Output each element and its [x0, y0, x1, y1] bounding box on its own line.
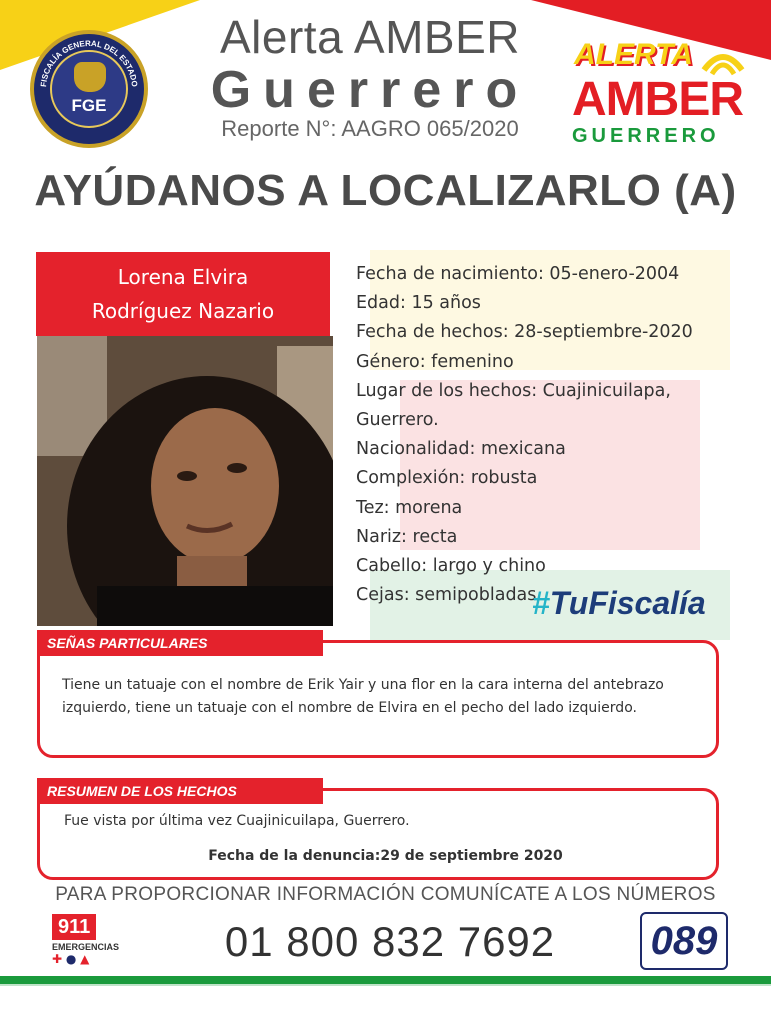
detail-gender: Género: femenino [356, 351, 514, 372]
amber-logo-alerta: ALERTA [574, 38, 693, 71]
badge-089 [640, 912, 728, 970]
fecha-denuncia-label: Fecha de la denuncia: [208, 848, 381, 864]
seal-top-text: FISCALÍA GENERAL DEL ESTADO [39, 38, 140, 88]
phone-number[interactable]: 01 800 832 7692 [224, 918, 556, 965]
alert-title: Alerta AMBER [220, 11, 520, 63]
shield-icon [74, 62, 106, 92]
fge-seal-logo [30, 30, 148, 148]
amber-logo-amber: AMBER [572, 73, 743, 126]
detail-birthdate: Fecha de nacimiento: 05-enero-2004 [356, 264, 680, 284]
seal-emblem [50, 50, 128, 128]
senas-line-2: izquierdo, tiene un tatuaje con el nombre de Elvira en el pecho del lado izquierdo. [62, 700, 637, 716]
senas-text [62, 674, 712, 720]
contact-cta: PARA PROPORCIONAR INFORMACIÓN COMUNÍCATE A LOS NÚMEROS [55, 884, 716, 905]
sun-icon [700, 40, 746, 76]
bottom-bar-accent [0, 984, 771, 986]
person-photo [37, 336, 333, 626]
detail-hair: Cabello: largo y chino [356, 556, 546, 577]
detail-event-date: Fecha de hechos: 28-septiembre-2020 [356, 322, 693, 343]
detail-nose: Nariz: recta [356, 526, 458, 547]
seal-center-text: FGE [71, 96, 107, 115]
fecha-denuncia-value: 29 de septiembre 2020 [380, 848, 563, 864]
report-number: Reporte N°: AAGRO 065/2020 [221, 116, 519, 141]
hashtag-symbol: # [532, 585, 550, 621]
emergency-icons: ✚ ● ▲ [52, 952, 90, 966]
bottom-bar [0, 976, 771, 984]
badge-911-number: 911 [52, 914, 96, 940]
fecha-denuncia [0, 845, 771, 868]
person-photo-illustration [37, 336, 333, 626]
resumen-text: Fue vista por última vez Cuajinicuilapa, Guerrero. [64, 813, 410, 829]
hashtag-text: TuFiscalía [549, 585, 706, 621]
amber-logo-guerrero: GUERRERO [572, 125, 720, 147]
detail-age: Edad: 15 años [356, 293, 481, 314]
resumen-label: RESUMEN DE LOS HECHOS [37, 778, 323, 804]
detail-place: Lugar de los hechos: Cuajinicuilapa, [356, 380, 671, 401]
detail-skin: Tez: morena [356, 497, 463, 518]
badge-911-digits [52, 914, 130, 940]
badge-089-number: 089 [640, 912, 728, 970]
name-line-2: Rodríguez Nazario [91, 299, 275, 323]
detail-place-cont: Guerrero. [356, 410, 439, 431]
detail-build: Complexión: robusta [356, 468, 538, 489]
headline: AYÚDANOS A LOCALIZARLO (A) [34, 166, 737, 215]
detail-eyebrows: Cejas: semipobladas [356, 585, 537, 606]
senas-line-1: Tiene un tatuaje con el nombre de Erik Yair y una flor en la cara interna del antebrazo [62, 677, 664, 693]
name-line-1: Lorena Elvira [117, 265, 249, 289]
hashtag-tufiscalia [532, 585, 706, 622]
senas-label: SEÑAS PARTICULARES [37, 630, 323, 656]
detail-nationality: Nacionalidad: mexicana [356, 439, 566, 460]
badge-911-label: EMERGENCIAS [52, 942, 120, 952]
alert-state-title: Guerrero [210, 61, 530, 119]
badge-911 [52, 914, 130, 974]
missing-person-name [36, 252, 330, 336]
person-details [356, 260, 736, 610]
